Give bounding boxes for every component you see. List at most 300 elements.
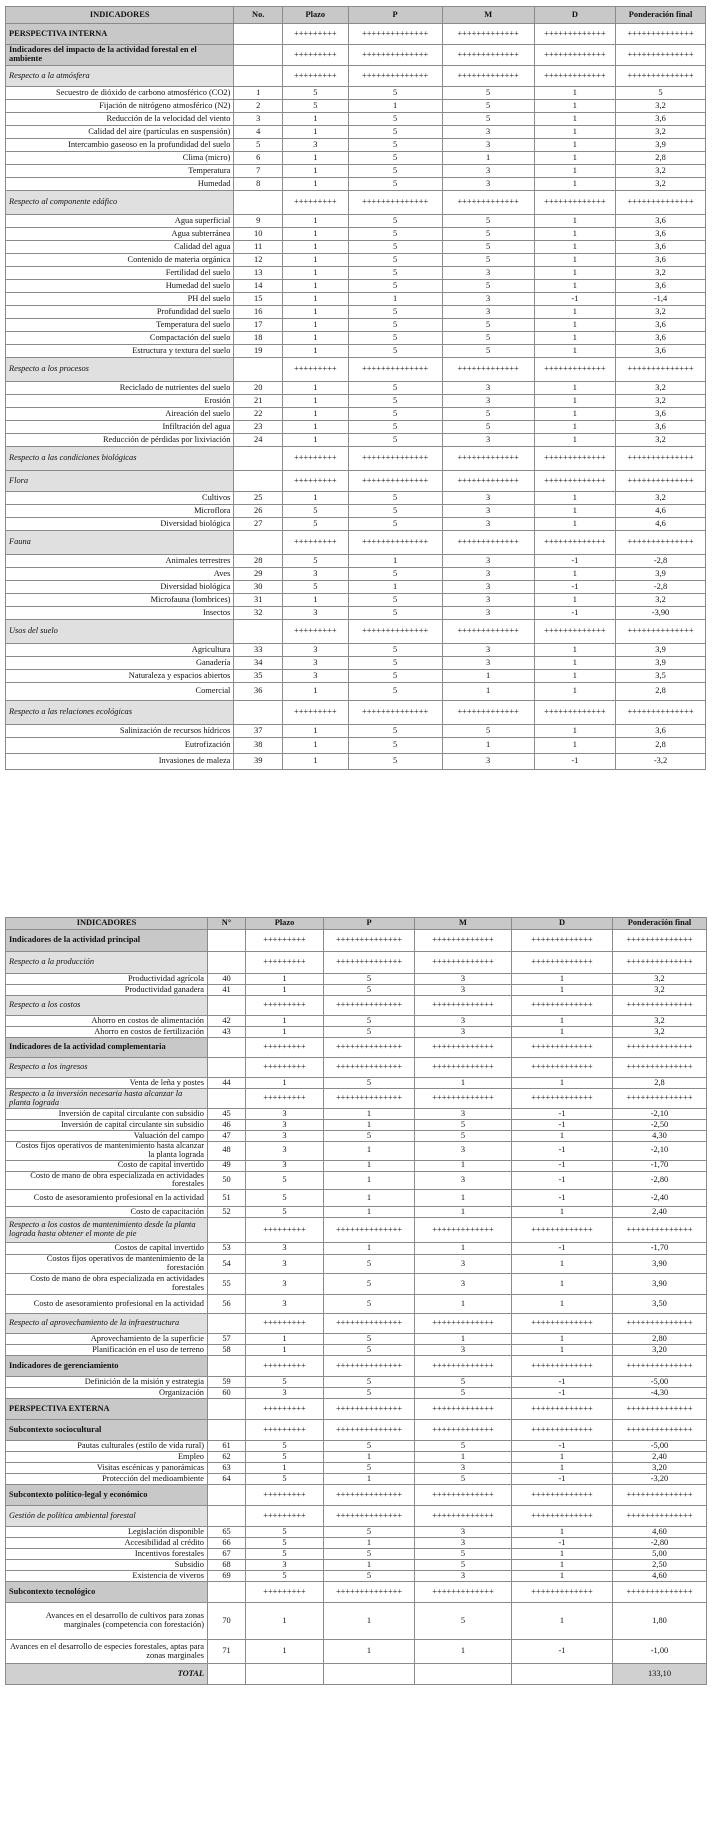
plazo-cell: 3 [283, 657, 349, 670]
table-row [6, 1171, 707, 1190]
d-cell: -1 [534, 581, 615, 594]
m-cell: +++++++++++++ [415, 1314, 512, 1334]
no-cell: 41 [208, 985, 246, 996]
ponderacion-cell: 2,50 [613, 1560, 707, 1571]
no-cell [208, 1420, 246, 1441]
p-cell: ++++++++++++++ [324, 952, 415, 974]
table-row [6, 1603, 707, 1640]
no-cell [234, 531, 283, 555]
indicator-name: Estructura y textura del suelo [6, 345, 234, 358]
ponderacion-cell: -1,70 [613, 1160, 707, 1171]
ponderacion-cell: -5,00 [613, 1377, 707, 1388]
p-cell: 1 [324, 1640, 415, 1664]
subsection-header-row [6, 1089, 707, 1109]
p-cell: 5 [348, 126, 442, 139]
table-row [6, 228, 706, 241]
col-header-m: M [442, 7, 534, 24]
table-row [6, 1295, 707, 1314]
indicator-name: Planificación en el uso de terreno [6, 1345, 208, 1356]
indicator-name: Subcontexto político-legal y económico [6, 1485, 208, 1506]
indicator-name: PH del suelo [6, 293, 234, 306]
indicator-name: Empleo [6, 1452, 208, 1463]
no-cell: 62 [208, 1452, 246, 1463]
d-cell: -1 [512, 1388, 613, 1399]
plazo-cell: 3 [283, 607, 349, 620]
no-cell [234, 447, 283, 471]
d-cell: -1 [512, 1160, 613, 1171]
p-cell: 5 [348, 345, 442, 358]
m-cell: 3 [415, 1463, 512, 1474]
no-cell: 24 [234, 434, 283, 447]
plazo-cell: 1 [246, 985, 324, 996]
m-cell: 5 [415, 1377, 512, 1388]
ponderacion-cell: 3,2 [613, 985, 707, 996]
p-cell: 5 [324, 1527, 415, 1538]
plazo-cell: +++++++++ [283, 24, 349, 45]
no-cell [234, 45, 283, 66]
p-cell: 5 [324, 1441, 415, 1452]
ponderacion-cell: -2,40 [613, 1190, 707, 1207]
plazo-cell: +++++++++ [246, 1485, 324, 1506]
subsection-header-row [6, 358, 706, 382]
ponderacion-cell: -2,80 [613, 1171, 707, 1190]
p-cell: 5 [348, 241, 442, 254]
d-cell: 1 [534, 254, 615, 267]
table1-header-row [6, 7, 706, 24]
d-cell: +++++++++++++ [512, 1314, 613, 1334]
ponderacion-cell: 3,20 [613, 1463, 707, 1474]
indicator-name: Ahorro en costos de alimentación [6, 1016, 208, 1027]
plazo-cell: 3 [246, 1109, 324, 1120]
d-cell: 1 [512, 1334, 613, 1345]
indicator-name: Respecto a las relaciones ecológicas [6, 701, 234, 725]
indicator-name: Temperatura del suelo [6, 319, 234, 332]
p-cell: 5 [348, 319, 442, 332]
subsection-header-row [6, 66, 706, 87]
p-cell: 1 [348, 100, 442, 113]
no-cell: 4 [234, 126, 283, 139]
p-cell: 5 [348, 754, 442, 770]
indicator-name: Naturaleza y espacios abiertos [6, 670, 234, 683]
ponderacion-cell: ++++++++++++++ [616, 531, 706, 555]
no-cell: 49 [208, 1160, 246, 1171]
no-cell: 65 [208, 1527, 246, 1538]
table-row [6, 1640, 707, 1664]
m-cell: 1 [442, 683, 534, 701]
table-row [6, 408, 706, 421]
ponderacion-cell: ++++++++++++++ [616, 358, 706, 382]
d-cell: 1 [512, 1345, 613, 1356]
m-cell: 5 [442, 280, 534, 293]
table-row [6, 1131, 707, 1142]
p-cell: ++++++++++++++ [324, 1218, 415, 1243]
d-cell: -1 [512, 1640, 613, 1664]
d-cell: -1 [512, 1120, 613, 1131]
table1-body [6, 24, 706, 770]
p-cell: 5 [348, 280, 442, 293]
indicator-name: Costo de capacitación [6, 1207, 208, 1218]
no-cell: 63 [208, 1463, 246, 1474]
indicator-name: Costo de asesoramiento profesional en la actividad [6, 1190, 208, 1207]
ponderacion-cell: -5,00 [613, 1441, 707, 1452]
table-row [6, 670, 706, 683]
no-cell: 53 [208, 1243, 246, 1255]
no-cell: 10 [234, 228, 283, 241]
ponderacion-cell: 3,6 [616, 215, 706, 228]
table-row [6, 683, 706, 701]
p-cell: 5 [348, 113, 442, 126]
no-cell [234, 701, 283, 725]
d-cell: 1 [534, 518, 615, 531]
d-cell: 1 [534, 644, 615, 657]
p-cell: 5 [348, 657, 442, 670]
table-row [6, 280, 706, 293]
indicator-name: Cultivos [6, 492, 234, 505]
d-cell: 1 [534, 152, 615, 165]
indicator-name: Respecto a las condiciones biológicas [6, 447, 234, 471]
table-row [6, 395, 706, 408]
table-row [6, 492, 706, 505]
no-cell [234, 66, 283, 87]
plazo-cell: 5 [246, 1474, 324, 1485]
m-cell: 3 [442, 165, 534, 178]
no-cell: 54 [208, 1255, 246, 1274]
p-cell: ++++++++++++++ [324, 1485, 415, 1506]
d-cell: 1 [534, 215, 615, 228]
plazo-cell: 3 [283, 670, 349, 683]
indicator-name: Profundidad del suelo [6, 306, 234, 319]
plazo-cell: 3 [246, 1560, 324, 1571]
table-row [6, 126, 706, 139]
d-cell: +++++++++++++ [534, 358, 615, 382]
table-row [6, 1120, 707, 1131]
col-header-d: D [534, 7, 615, 24]
no-cell: 48 [208, 1142, 246, 1161]
indicator-name: Costo de asesoramiento profesional en la actividad [6, 1295, 208, 1314]
indicator-name: Agua subterránea [6, 228, 234, 241]
plazo-cell: 5 [283, 555, 349, 568]
table-row [6, 657, 706, 670]
indicator-name: Calidad del agua [6, 241, 234, 254]
p-cell: ++++++++++++++ [324, 930, 415, 952]
m-cell: 5 [442, 408, 534, 421]
no-cell [208, 1485, 246, 1506]
no-cell: 19 [234, 345, 283, 358]
m-cell: 5 [442, 319, 534, 332]
no-cell: 3 [234, 113, 283, 126]
no-cell: 26 [234, 505, 283, 518]
p-cell: 5 [324, 1295, 415, 1314]
indicator-name: TOTAL [6, 1664, 208, 1685]
plazo-cell: +++++++++ [246, 1038, 324, 1058]
m-cell: 1 [415, 1295, 512, 1314]
d-cell: +++++++++++++ [512, 1038, 613, 1058]
indicator-name: Reducción de pérdidas por lixiviación [6, 434, 234, 447]
no-cell: 43 [208, 1027, 246, 1038]
m-cell: 3 [442, 178, 534, 191]
table-row [6, 332, 706, 345]
indicator-name: Respecto a la producción [6, 952, 208, 974]
no-cell: 66 [208, 1538, 246, 1549]
p-cell: 5 [324, 974, 415, 985]
m-cell: +++++++++++++ [415, 1485, 512, 1506]
ponderacion-cell: ++++++++++++++ [616, 191, 706, 215]
table-row [6, 319, 706, 332]
ponderacion-cell: 4,60 [613, 1527, 707, 1538]
d-cell: 1 [534, 408, 615, 421]
p-cell: ++++++++++++++ [324, 1420, 415, 1441]
plazo-cell: +++++++++ [246, 1218, 324, 1243]
p-cell: 1 [324, 1207, 415, 1218]
ponderacion-cell: -1,00 [613, 1640, 707, 1664]
p-cell: 5 [348, 683, 442, 701]
p-cell: 5 [324, 1027, 415, 1038]
plazo-cell [246, 1664, 324, 1685]
plazo-cell: 5 [246, 1441, 324, 1452]
plazo-cell: 1 [246, 1603, 324, 1640]
m-cell: 3 [415, 1274, 512, 1295]
plazo-cell: 1 [283, 215, 349, 228]
ponderacion-cell: 3,50 [613, 1295, 707, 1314]
d-cell: 1 [534, 738, 615, 754]
m-cell: 3 [442, 581, 534, 594]
m-cell: +++++++++++++ [415, 1089, 512, 1109]
plazo-cell: 1 [283, 421, 349, 434]
d-cell: 1 [512, 1027, 613, 1038]
m-cell: 3 [442, 568, 534, 581]
plazo-cell: +++++++++ [246, 1089, 324, 1109]
indicator-name: PERSPECTIVA INTERNA [6, 24, 234, 45]
indicator-name: Indicadores de la actividad principal [6, 930, 208, 952]
ponderacion-cell: -3,2 [616, 754, 706, 770]
m-cell: 3 [442, 505, 534, 518]
d-cell: -1 [534, 555, 615, 568]
no-cell [208, 1399, 246, 1420]
plazo-cell: +++++++++ [283, 358, 349, 382]
indicator-name: Humedad [6, 178, 234, 191]
indicator-name: Respecto a los costos [6, 996, 208, 1016]
ponderacion-cell: ++++++++++++++ [613, 1420, 707, 1441]
ponderacion-cell: 3,9 [616, 657, 706, 670]
indicator-name: Avances en el desarrollo de especies forestales, aptas para zonas marginales [6, 1640, 208, 1664]
plazo-cell: 5 [246, 1377, 324, 1388]
no-cell: 61 [208, 1441, 246, 1452]
m-cell: 1 [415, 1452, 512, 1463]
p-cell: ++++++++++++++ [324, 1038, 415, 1058]
m-cell: 5 [442, 421, 534, 434]
table-row [6, 434, 706, 447]
no-cell: 18 [234, 332, 283, 345]
plazo-cell: 5 [246, 1171, 324, 1190]
d-cell: 1 [534, 594, 615, 607]
table-row [6, 139, 706, 152]
m-cell: 5 [415, 1474, 512, 1485]
m-cell: 5 [442, 725, 534, 738]
ponderacion-cell: 3,6 [616, 280, 706, 293]
section-header-row [6, 930, 707, 952]
ponderacion-cell: -4,30 [613, 1388, 707, 1399]
p-cell: 5 [324, 1571, 415, 1582]
col-header-plazo: Plazo [246, 918, 324, 930]
plazo-cell: 1 [283, 152, 349, 165]
d-cell: 1 [512, 1603, 613, 1640]
table2-body [6, 930, 707, 1685]
no-cell: 50 [208, 1171, 246, 1190]
indicator-name: Respecto a los costos de mantenimiento desde la planta lograda hasta obtener el monte de pie [6, 1218, 208, 1243]
d-cell: +++++++++++++ [534, 531, 615, 555]
plazo-cell: 5 [246, 1190, 324, 1207]
ponderacion-cell: 2,8 [616, 683, 706, 701]
p-cell: 5 [348, 421, 442, 434]
plazo-cell: +++++++++ [283, 701, 349, 725]
ponderacion-cell: ++++++++++++++ [613, 1038, 707, 1058]
table-row [6, 1571, 707, 1582]
p-cell: 1 [324, 1142, 415, 1161]
subsection-header-row [6, 996, 707, 1016]
p-cell: 5 [348, 725, 442, 738]
d-cell: +++++++++++++ [512, 1399, 613, 1420]
indicator-name: Agricultura [6, 644, 234, 657]
no-cell [234, 191, 283, 215]
plazo-cell: 1 [246, 1334, 324, 1345]
no-cell: 56 [208, 1295, 246, 1314]
d-cell: -1 [534, 293, 615, 306]
plazo-cell: 1 [283, 434, 349, 447]
d-cell: 1 [534, 280, 615, 293]
plazo-cell: +++++++++ [246, 1399, 324, 1420]
table-row [6, 1474, 707, 1485]
d-cell: 1 [512, 985, 613, 996]
p-cell: ++++++++++++++ [348, 66, 442, 87]
m-cell: +++++++++++++ [415, 1218, 512, 1243]
no-cell: 67 [208, 1549, 246, 1560]
m-cell: 3 [415, 985, 512, 996]
no-cell: 33 [234, 644, 283, 657]
indicator-name: Contenido de materia orgánica [6, 254, 234, 267]
indicator-name: Costo de mano de obra especializada en actividades forestales [6, 1274, 208, 1295]
ponderacion-cell: ++++++++++++++ [616, 701, 706, 725]
p-cell: 1 [324, 1560, 415, 1571]
m-cell: +++++++++++++ [415, 1399, 512, 1420]
p-cell: 5 [348, 178, 442, 191]
table-row [6, 293, 706, 306]
indicator-name: Invasiones de maleza [6, 754, 234, 770]
plazo-cell: 1 [246, 1463, 324, 1474]
plazo-cell: 1 [283, 113, 349, 126]
ponderacion-cell: -3,90 [616, 607, 706, 620]
p-cell: 1 [324, 1538, 415, 1549]
d-cell: -1 [534, 607, 615, 620]
m-cell: 3 [442, 644, 534, 657]
p-cell: 5 [348, 607, 442, 620]
no-cell [208, 1218, 246, 1243]
d-cell: 1 [512, 1207, 613, 1218]
plazo-cell: 3 [246, 1160, 324, 1171]
p-cell: ++++++++++++++ [348, 471, 442, 492]
plazo-cell: 5 [246, 1549, 324, 1560]
indicator-name: Temperatura [6, 165, 234, 178]
indicator-name: Humedad del suelo [6, 280, 234, 293]
plazo-cell: +++++++++ [283, 471, 349, 492]
plazo-cell: 5 [283, 87, 349, 100]
d-cell: 1 [534, 126, 615, 139]
ponderacion-cell: ++++++++++++++ [613, 1582, 707, 1603]
d-cell: 1 [534, 332, 615, 345]
plazo-cell: 1 [283, 254, 349, 267]
ponderacion-cell: 3,6 [616, 725, 706, 738]
d-cell: 1 [534, 113, 615, 126]
m-cell: 1 [415, 1640, 512, 1664]
ponderacion-cell: 2,8 [616, 152, 706, 165]
subsection-header-row [6, 1058, 707, 1078]
ponderacion-cell: 3,2 [616, 165, 706, 178]
no-cell [234, 358, 283, 382]
no-cell [208, 1582, 246, 1603]
m-cell: 3 [415, 1027, 512, 1038]
indicator-name: Diversidad biológica [6, 581, 234, 594]
d-cell: 1 [534, 165, 615, 178]
d-cell: 1 [512, 1274, 613, 1295]
m-cell: 3 [415, 1527, 512, 1538]
p-cell: ++++++++++++++ [348, 447, 442, 471]
m-cell: +++++++++++++ [415, 1038, 512, 1058]
plazo-cell: 1 [246, 1345, 324, 1356]
indicator-name: Salinización de recursos hídricos [6, 725, 234, 738]
ponderacion-cell: ++++++++++++++ [613, 930, 707, 952]
ponderacion-cell: 3,2 [616, 267, 706, 280]
no-cell: 44 [208, 1078, 246, 1089]
d-cell: +++++++++++++ [512, 1058, 613, 1078]
ponderacion-cell: ++++++++++++++ [613, 1485, 707, 1506]
plazo-cell: 1 [283, 165, 349, 178]
indicator-name: Productividad ganadera [6, 985, 208, 996]
indicators-table-part2 [5, 917, 707, 1685]
ponderacion-cell: 3,6 [616, 241, 706, 254]
m-cell: 3 [442, 306, 534, 319]
no-cell: 38 [234, 738, 283, 754]
table-row [6, 1078, 707, 1089]
p-cell: 5 [324, 1549, 415, 1560]
indicator-name: Microfauna (lombrices) [6, 594, 234, 607]
d-cell: 1 [534, 87, 615, 100]
plazo-cell: 1 [283, 395, 349, 408]
d-cell: 1 [512, 974, 613, 985]
subsection-header-row [6, 1314, 707, 1334]
ponderacion-cell: 3,2 [616, 306, 706, 319]
no-cell: 11 [234, 241, 283, 254]
table-row [6, 581, 706, 594]
ponderacion-cell: 2,8 [613, 1078, 707, 1089]
p-cell: ++++++++++++++ [324, 1399, 415, 1420]
indicator-name: Protección del medioambiente [6, 1474, 208, 1485]
plazo-cell: 1 [283, 345, 349, 358]
p-cell: ++++++++++++++ [348, 531, 442, 555]
plazo-cell: 5 [246, 1527, 324, 1538]
ponderacion-cell: ++++++++++++++ [616, 620, 706, 644]
plazo-cell: 3 [246, 1142, 324, 1161]
m-cell: 5 [415, 1388, 512, 1399]
ponderacion-cell: 3,6 [616, 319, 706, 332]
p-cell: ++++++++++++++ [348, 45, 442, 66]
indicator-name: Infiltración del agua [6, 421, 234, 434]
no-cell [208, 1506, 246, 1527]
m-cell [415, 1664, 512, 1685]
m-cell: 5 [415, 1441, 512, 1452]
ponderacion-cell: ++++++++++++++ [613, 1399, 707, 1420]
plazo-cell: 1 [246, 1016, 324, 1027]
m-cell: 3 [442, 657, 534, 670]
no-cell: 59 [208, 1377, 246, 1388]
